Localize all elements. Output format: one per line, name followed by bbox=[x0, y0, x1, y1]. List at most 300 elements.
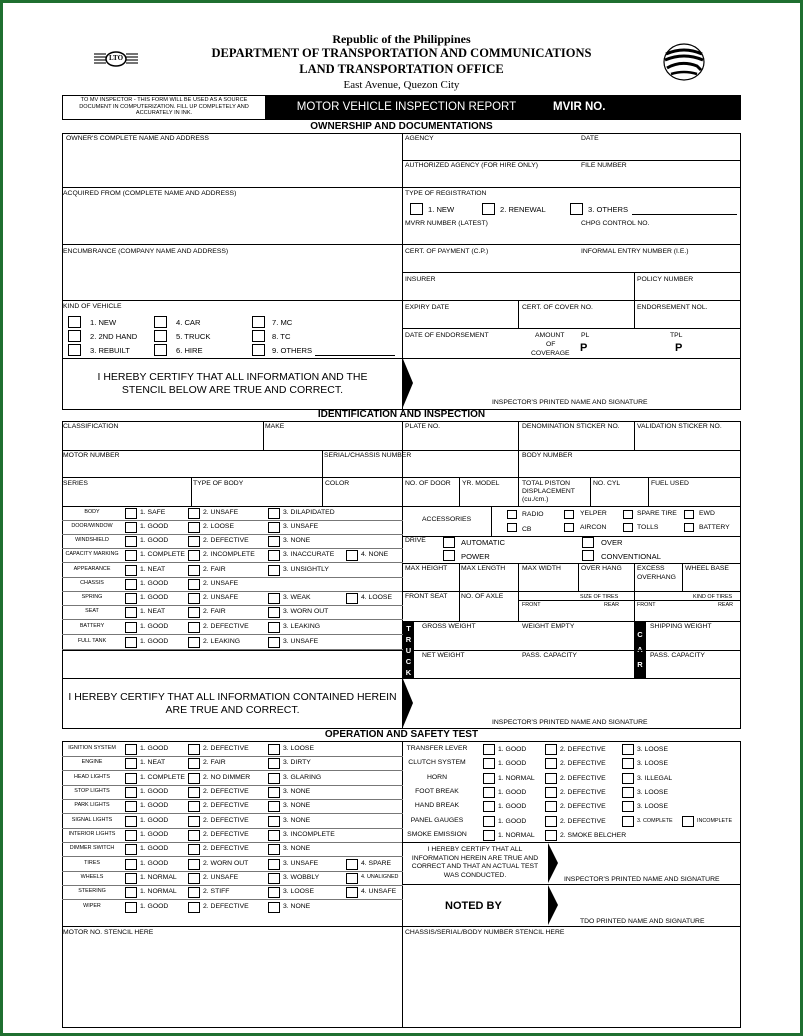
ops-option-label: 1. NEAT bbox=[140, 759, 166, 766]
tire-front-label: FRONT bbox=[522, 602, 541, 608]
ops-row-line bbox=[62, 770, 403, 771]
ops-option-checkbox[interactable] bbox=[188, 801, 200, 812]
ident-option-label: 1. GOOD bbox=[140, 638, 169, 645]
ops-option-label: 3. LOOSE bbox=[283, 888, 314, 895]
front-seat-label: FRONT SEAT bbox=[405, 593, 448, 600]
ident-option-checkbox[interactable] bbox=[188, 565, 200, 576]
ident-option-checkbox[interactable] bbox=[125, 508, 137, 519]
ops-certify-line2: INFORMATION HEREIN ARE TRUE AND bbox=[411, 854, 539, 862]
mvir-label: MVIR NO. bbox=[553, 101, 606, 113]
ops-row-label: SIGNAL LIGHTS bbox=[71, 817, 113, 823]
ops-option-checkbox[interactable] bbox=[125, 873, 137, 884]
form-title: MOTOR VEHICLE INSPECTION REPORT bbox=[296, 101, 517, 113]
ident-option-checkbox[interactable] bbox=[125, 536, 137, 547]
ident-option-checkbox[interactable] bbox=[188, 522, 200, 533]
ops-option-label: 3. LOOSE bbox=[283, 745, 314, 752]
acc-battery-label: BATTERY bbox=[699, 524, 730, 531]
ops-option-label: 2. UNSAFE bbox=[203, 874, 239, 881]
kind-2ndhand-label: 2. 2ND HAND bbox=[90, 332, 138, 341]
ops-option-label: 2. DEFECTIVE bbox=[203, 903, 249, 910]
office-line: LAND TRANSPORTATION OFFICE bbox=[299, 62, 504, 76]
ops-row-line bbox=[62, 785, 403, 786]
ops-option-label: 1. GOOD bbox=[140, 745, 169, 752]
kind-truck-checkbox[interactable] bbox=[154, 330, 167, 342]
cu-cm-label: (cu./cm.) bbox=[522, 496, 549, 503]
mvrr-label: MVRR NUMBER (LATEST) bbox=[405, 220, 488, 227]
acc-radio-checkbox[interactable] bbox=[507, 510, 517, 519]
ident-row-label: CHASSIS bbox=[80, 580, 104, 586]
ops-row-line bbox=[62, 842, 403, 843]
ops-option-checkbox[interactable] bbox=[346, 859, 358, 870]
ops-right-checkbox[interactable] bbox=[682, 816, 694, 827]
ident-row-label: BODY bbox=[84, 509, 100, 515]
inspector-note: TO MV INSPECTOR - THIS FORM WILL BE USED AS A SOURCE DOCUMENT IN COMPUTERIZATION. FILL UP COMPLETELY AND ACCURATELY IN INK. bbox=[79, 97, 249, 117]
ops-right-checkbox[interactable] bbox=[483, 801, 495, 812]
kind-tires-label: KIND OF TIRES bbox=[693, 594, 733, 600]
ownership-arrow bbox=[403, 359, 413, 407]
ops-option-label: 1. GOOD bbox=[140, 845, 169, 852]
kind-car-checkbox[interactable] bbox=[154, 316, 167, 328]
ident-certify bbox=[62, 691, 403, 717]
ops-option-checkbox[interactable] bbox=[188, 844, 200, 855]
ident-option-label: 2. FAIR bbox=[203, 566, 226, 573]
ident-option-label: 2. DEFECTIVE bbox=[203, 623, 249, 630]
ident-option-checkbox[interactable] bbox=[268, 593, 280, 604]
ident-row-label: DOOR/WINDOW bbox=[71, 523, 113, 529]
ops-right-checkbox[interactable] bbox=[622, 801, 634, 812]
max-length-label: MAX LENGTH bbox=[461, 565, 506, 572]
reg-others-checkbox[interactable] bbox=[570, 203, 583, 215]
tpl-p: P bbox=[675, 342, 683, 354]
acc-tolls-label: TOLLS bbox=[637, 524, 659, 531]
agency-label: AGENCY bbox=[405, 135, 434, 142]
ident-option-checkbox[interactable] bbox=[125, 579, 137, 590]
acc-cb-checkbox[interactable] bbox=[507, 523, 517, 532]
ident-option-label: 3. NONE bbox=[283, 537, 311, 544]
republic-line: Republic of the Philippines bbox=[332, 32, 471, 46]
ops-option-label: 2. DEFECTIVE bbox=[203, 831, 249, 838]
ops-option-label: 2. STIFF bbox=[203, 888, 230, 895]
ops-option-checkbox[interactable] bbox=[188, 902, 200, 913]
kind-tc-checkbox[interactable] bbox=[252, 330, 265, 342]
ident-option-label: 3. DILAPIDATED bbox=[283, 509, 335, 516]
ops-option-checkbox[interactable] bbox=[268, 873, 280, 884]
ops-option-label: 2. DEFECTIVE bbox=[203, 788, 249, 795]
ops-right-checkbox[interactable] bbox=[622, 773, 634, 784]
ident-row-line bbox=[62, 577, 403, 578]
ident-option-label: 4. NONE bbox=[361, 551, 389, 558]
ident-option-label: 1. GOOD bbox=[140, 537, 169, 544]
ident-option-checkbox[interactable] bbox=[125, 593, 137, 604]
drive-over-label: OVER bbox=[601, 538, 623, 547]
ops-right-checkbox[interactable] bbox=[622, 744, 634, 755]
ops-option-label: 3. INCOMPLETE bbox=[283, 831, 335, 838]
ownership-certify bbox=[62, 371, 403, 397]
ops-option-checkbox[interactable] bbox=[188, 830, 200, 841]
max-height-label: MAX HEIGHT bbox=[405, 565, 448, 572]
reg-renewal-checkbox[interactable] bbox=[482, 203, 495, 215]
tpl-label: TPL bbox=[670, 332, 683, 339]
reg-new-label: 1. NEW bbox=[428, 205, 455, 214]
ident-option-checkbox[interactable] bbox=[268, 622, 280, 633]
tire-rear-label: REAR bbox=[604, 602, 619, 608]
ident-inspector-sig: INSPECTOR'S PRINTED NAME AND SIGNATURE bbox=[492, 719, 648, 726]
ident-option-checkbox[interactable] bbox=[188, 508, 200, 519]
ops-option-checkbox[interactable] bbox=[188, 887, 200, 898]
ops-right-checkbox[interactable] bbox=[483, 830, 495, 841]
ops-option-label: 4. UNALIGNED bbox=[361, 874, 399, 880]
acc-yelper-checkbox[interactable] bbox=[564, 510, 574, 519]
ops-right-checkbox[interactable] bbox=[622, 758, 634, 769]
kind-rebuilt-checkbox[interactable] bbox=[68, 344, 81, 356]
ops-row-line bbox=[62, 856, 403, 857]
ident-option-checkbox[interactable] bbox=[268, 607, 280, 618]
ident-option-checkbox[interactable] bbox=[268, 637, 280, 648]
ops-right-option-label: 2. DEFECTIVE bbox=[560, 746, 606, 753]
ident-row-label: SEAT bbox=[85, 608, 99, 614]
ops-right-option-label: 3. LOOSE bbox=[637, 789, 668, 796]
drive-over-checkbox[interactable] bbox=[582, 537, 594, 548]
drive-power-checkbox[interactable] bbox=[443, 550, 455, 561]
ident-option-checkbox[interactable] bbox=[125, 522, 137, 533]
ops-option-checkbox[interactable] bbox=[125, 744, 137, 755]
ident-option-label: 1. SAFE bbox=[140, 509, 166, 516]
net-weight-label: NET WEIGHT bbox=[422, 652, 465, 659]
ident-option-checkbox[interactable] bbox=[188, 637, 200, 648]
acc-aircon-checkbox[interactable] bbox=[564, 523, 574, 532]
ident-certify-line1: I HEREBY CERTIFY THAT ALL INFORMATION CONTAINED HEREIN bbox=[68, 691, 397, 703]
ops-option-checkbox[interactable] bbox=[268, 887, 280, 898]
ident-row-line bbox=[62, 548, 403, 549]
acc-ewd-label: EWD bbox=[699, 510, 715, 517]
max-width-label: MAX WIDTH bbox=[522, 565, 561, 572]
chpg-label: CHPG CONTROL NO. bbox=[581, 220, 650, 227]
ops-row-line bbox=[62, 813, 403, 814]
no-axle-label: NO. OF AXLE bbox=[461, 593, 504, 600]
ops-right-checkbox[interactable] bbox=[545, 801, 557, 812]
ops-right-label: PANEL GAUGES bbox=[410, 817, 464, 824]
acquired-label: ACQUIRED FROM (COMPLETE NAME AND ADDRESS) bbox=[63, 190, 237, 197]
ops-right-option-label: 1. GOOD bbox=[498, 818, 527, 825]
ops-right-option-label: 2. DEFECTIVE bbox=[560, 760, 606, 767]
kind-mc-checkbox[interactable] bbox=[252, 316, 265, 328]
ops-right-checkbox[interactable] bbox=[483, 816, 495, 827]
type-body-label: TYPE OF BODY bbox=[193, 480, 244, 487]
truck-letters bbox=[403, 623, 414, 678]
kind-others-checkbox[interactable] bbox=[252, 344, 265, 356]
displacement-label: DISPLACEMENT bbox=[522, 488, 575, 495]
ident-option-checkbox[interactable] bbox=[125, 550, 137, 561]
ident-option-label: 1. NEAT bbox=[140, 608, 166, 615]
ops-right-checkbox[interactable] bbox=[622, 787, 634, 798]
ops-right-checkbox[interactable] bbox=[545, 830, 557, 841]
ops-option-label: 2. WORN OUT bbox=[203, 860, 249, 867]
ops-certify-line3: CORRECT AND THAT AN ACTUAL TEST bbox=[411, 863, 539, 871]
shipping-weight-label: SHIPPING WEIGHT bbox=[650, 623, 712, 630]
ident-option-label: 3. LEAKING bbox=[283, 623, 321, 630]
cert-payment-label: CERT. OF PAYMENT (C.P.) bbox=[405, 248, 489, 255]
ops-row-line bbox=[62, 871, 403, 872]
ops-option-checkbox[interactable] bbox=[346, 873, 358, 884]
ident-row-label: CAPACITY MARKING bbox=[65, 551, 119, 557]
ops-right-option-label: 1. GOOD bbox=[498, 803, 527, 810]
acc-aircon-label: AIRCON bbox=[580, 524, 607, 531]
ops-option-label: 3. NONE bbox=[283, 802, 311, 809]
ownership-certify-line1: I HEREBY CERTIFY THAT ALL INFORMATION AND THE bbox=[97, 371, 368, 383]
ident-option-label: 3. INACCURATE bbox=[283, 551, 335, 558]
truck-t: T bbox=[406, 624, 411, 633]
ops-right-label: FOOT BREAK bbox=[415, 788, 459, 795]
ops-right-option-label: 3. LOOSE bbox=[637, 760, 668, 767]
cyl-label: NO. CYL bbox=[593, 480, 621, 487]
accessories-label: ACCESSORIES bbox=[422, 516, 472, 523]
chassis-stencil-label: CHASSIS/SERIAL/BODY NUMBER STENCIL HERE bbox=[405, 929, 565, 936]
pass-capacity-truck-label: PASS. CAPACITY bbox=[522, 652, 577, 659]
ident-option-checkbox[interactable] bbox=[125, 637, 137, 648]
ident-option-checkbox[interactable] bbox=[188, 593, 200, 604]
ident-option-checkbox[interactable] bbox=[188, 550, 200, 561]
kind-hire-checkbox[interactable] bbox=[154, 344, 167, 356]
ops-option-checkbox[interactable] bbox=[125, 902, 137, 913]
kind-tc-label: 8. TC bbox=[272, 332, 291, 341]
fuel-label: FUEL USED bbox=[651, 480, 689, 487]
ident-row-label: BATTERY bbox=[79, 623, 105, 629]
ops-option-checkbox[interactable] bbox=[125, 844, 137, 855]
kind-car-label: 4. CAR bbox=[176, 318, 201, 327]
kind-others-label: 9. OTHERS bbox=[272, 346, 313, 355]
ops-right-checkbox[interactable] bbox=[545, 787, 557, 798]
kind-front-label: FRONT bbox=[637, 602, 656, 608]
date-label: DATE bbox=[581, 135, 599, 142]
ownership-certify-line2: STENCIL BELOW ARE TRUE AND CORRECT. bbox=[121, 384, 344, 396]
ops-right-option-label: 1. GOOD bbox=[498, 746, 527, 753]
reg-others-label: 3. OTHERS bbox=[588, 205, 629, 214]
ident-option-checkbox[interactable] bbox=[268, 565, 280, 576]
informal-label: INFORMAL ENTRY NUMBER (I.E.) bbox=[581, 248, 689, 255]
kind-truck-label: 5. TRUCK bbox=[176, 332, 211, 341]
ops-option-label: 1. GOOD bbox=[140, 903, 169, 910]
ident-row-line bbox=[62, 534, 403, 535]
ops-option-checkbox[interactable] bbox=[268, 830, 280, 841]
ops-row-label: STOP LIGHTS bbox=[74, 788, 110, 794]
ident-option-label: 3. UNSAFE bbox=[283, 638, 319, 645]
make-label: MAKE bbox=[265, 423, 285, 430]
ident-option-checkbox[interactable] bbox=[268, 550, 280, 561]
ops-option-checkbox[interactable] bbox=[125, 859, 137, 870]
ident-option-checkbox[interactable] bbox=[188, 622, 200, 633]
ops-right-option-label: 2. DEFECTIVE bbox=[560, 789, 606, 796]
ident-option-checkbox[interactable] bbox=[125, 607, 137, 618]
ops-right-option-label: 3. ILLEGAL bbox=[637, 775, 673, 782]
ident-option-label: 2. DEFECTIVE bbox=[203, 537, 249, 544]
ops-option-label: 1. GOOD bbox=[140, 788, 169, 795]
ops-row-label: HEAD LIGHTS bbox=[74, 774, 110, 780]
ident-option-label: 4. LOOSE bbox=[361, 594, 392, 601]
ops-option-checkbox[interactable] bbox=[268, 844, 280, 855]
ops-right-label: TRANSFER LEVER bbox=[406, 745, 468, 752]
gross-weight-label: GROSS WEIGHT bbox=[422, 623, 476, 630]
drive-automatic-label: AUTOMATIC bbox=[461, 538, 506, 547]
color-label: COLOR bbox=[325, 480, 350, 487]
tdo-sig: TDO PRINTED NAME AND SIGNATURE bbox=[580, 918, 705, 925]
ident-row-label: FULL TANK bbox=[77, 638, 107, 644]
ident-option-checkbox[interactable] bbox=[188, 579, 200, 590]
coverage-label: COVERAGE bbox=[531, 350, 570, 357]
seal-text: LTO bbox=[109, 54, 124, 62]
ops-option-checkbox[interactable] bbox=[188, 873, 200, 884]
ident-option-label: 2. UNSAFE bbox=[203, 580, 239, 587]
ops-option-label: 4. SPARE bbox=[361, 860, 392, 867]
ops-option-checkbox[interactable] bbox=[188, 758, 200, 769]
car-c: C bbox=[637, 630, 643, 639]
ops-inspector-sig: INSPECTOR'S PRINTED NAME AND SIGNATURE bbox=[564, 876, 720, 883]
wheel-base-label: WHEEL BASE bbox=[685, 565, 729, 572]
ident-option-label: 2. LEAKING bbox=[203, 638, 241, 645]
ops-right-option-label: 1. NORMAL bbox=[498, 832, 535, 839]
ops-right-checkbox[interactable] bbox=[545, 816, 557, 827]
ops-option-checkbox[interactable] bbox=[268, 773, 280, 784]
ops-option-label: 1. NORMAL bbox=[140, 888, 177, 895]
ops-option-checkbox[interactable] bbox=[268, 859, 280, 870]
ops-option-checkbox[interactable] bbox=[268, 744, 280, 755]
ops-option-checkbox[interactable] bbox=[125, 773, 137, 784]
ops-row-label: TIRES bbox=[84, 860, 100, 866]
ops-option-label: 1. GOOD bbox=[140, 831, 169, 838]
amount-of-label: OF bbox=[546, 341, 556, 348]
ops-option-checkbox[interactable] bbox=[188, 787, 200, 798]
piston-label: TOTAL PISTON bbox=[522, 480, 571, 487]
ops-option-label: 1. COMPLETE bbox=[140, 774, 185, 781]
ident-option-checkbox[interactable] bbox=[268, 508, 280, 519]
owner-label: OWNER'S COMPLETE NAME AND ADDRESS bbox=[66, 135, 209, 142]
kind-new-checkbox[interactable] bbox=[68, 316, 81, 328]
ident-row-line bbox=[62, 591, 403, 592]
file-number-label: FILE NUMBER bbox=[581, 162, 627, 169]
ops-right-checkbox[interactable] bbox=[545, 773, 557, 784]
drive-automatic-checkbox[interactable] bbox=[443, 537, 455, 548]
ops-arrow bbox=[548, 843, 558, 883]
ops-option-checkbox[interactable] bbox=[125, 758, 137, 769]
ops-right-option-label: 2. DEFECTIVE bbox=[560, 775, 606, 782]
pl-label: PL bbox=[581, 332, 590, 339]
ops-option-checkbox[interactable] bbox=[188, 816, 200, 827]
acc-spare-checkbox[interactable] bbox=[623, 510, 633, 519]
ops-option-checkbox[interactable] bbox=[125, 801, 137, 812]
ops-row-label: WIPER bbox=[83, 903, 101, 909]
ident-option-checkbox[interactable] bbox=[268, 522, 280, 533]
ops-option-label: 2. FAIR bbox=[203, 759, 226, 766]
ops-option-checkbox[interactable] bbox=[188, 773, 200, 784]
ops-row-label: WHEELS bbox=[80, 874, 104, 880]
drive-conventional-checkbox[interactable] bbox=[582, 550, 594, 561]
ident-option-label: 3. WEAK bbox=[283, 594, 311, 601]
ident-option-label: 1. GOOD bbox=[140, 623, 169, 630]
ops-row-label: INTERIOR LIGHTS bbox=[68, 831, 116, 837]
ops-option-label: 3. WOBBLY bbox=[283, 874, 320, 881]
ops-option-label: 1. GOOD bbox=[140, 817, 169, 824]
ident-row-label: APPEARANCE bbox=[73, 566, 111, 572]
ops-option-checkbox[interactable] bbox=[268, 758, 280, 769]
ops-right-checkbox[interactable] bbox=[483, 773, 495, 784]
ops-option-checkbox[interactable] bbox=[125, 887, 137, 898]
truck-u: U bbox=[405, 646, 412, 655]
ops-option-label: 2. DEFECTIVE bbox=[203, 817, 249, 824]
reg-new-checkbox[interactable] bbox=[410, 203, 423, 215]
ident-option-checkbox[interactable] bbox=[346, 593, 358, 604]
ops-option-label: 2. NO DIMMER bbox=[203, 774, 251, 781]
ops-right-checkbox[interactable] bbox=[622, 816, 634, 827]
ident-option-checkbox[interactable] bbox=[188, 607, 200, 618]
ops-option-label: 2. DEFECTIVE bbox=[203, 802, 249, 809]
ops-option-checkbox[interactable] bbox=[125, 816, 137, 827]
ops-option-checkbox[interactable] bbox=[125, 830, 137, 841]
yr-model-label: YR. MODEL bbox=[462, 480, 500, 487]
kind-2ndhand-checkbox[interactable] bbox=[68, 330, 81, 342]
kind-vehicle-label: KIND OF VEHICLE bbox=[63, 303, 122, 310]
auth-agency-label: AUTHORIZED AGENCY (FOR HIRE ONLY) bbox=[405, 162, 539, 169]
ops-option-label: 2. DEFECTIVE bbox=[203, 745, 249, 752]
operation-heading: OPERATION AND SAFETY TEST bbox=[324, 729, 479, 740]
ops-option-label: 1. GOOD bbox=[140, 860, 169, 867]
ops-right-checkbox[interactable] bbox=[483, 758, 495, 769]
policy-label: POLICY NUMBER bbox=[637, 276, 694, 283]
ops-right-checkbox[interactable] bbox=[545, 744, 557, 755]
truck-c: C bbox=[405, 657, 412, 666]
ident-row-label: SPRING bbox=[81, 594, 103, 600]
ident-option-checkbox[interactable] bbox=[125, 565, 137, 576]
address-line: East Avenue, Quezon City bbox=[343, 79, 460, 91]
ops-option-checkbox[interactable] bbox=[268, 902, 280, 913]
ident-option-checkbox[interactable] bbox=[125, 622, 137, 633]
ops-right-checkbox[interactable] bbox=[483, 744, 495, 755]
ops-option-checkbox[interactable] bbox=[268, 816, 280, 827]
ops-option-checkbox[interactable] bbox=[346, 887, 358, 898]
ops-option-label: 3. NONE bbox=[283, 903, 311, 910]
classification-label: CLASSIFICATION bbox=[63, 423, 119, 430]
ops-row-label: PARK LIGHTS bbox=[74, 802, 110, 808]
acc-yelper-label: YELPER bbox=[580, 510, 607, 517]
acc-battery-checkbox[interactable] bbox=[684, 523, 694, 532]
ops-option-checkbox[interactable] bbox=[188, 744, 200, 755]
pl-p: P bbox=[580, 342, 588, 354]
ident-option-label: 2. LOOSE bbox=[203, 523, 234, 530]
no-door-label: NO. OF DOOR bbox=[405, 480, 451, 487]
ops-option-checkbox[interactable] bbox=[125, 787, 137, 798]
ident-option-checkbox[interactable] bbox=[268, 536, 280, 547]
ident-certify-line2: ARE TRUE AND CORRECT. bbox=[165, 704, 300, 716]
ident-option-checkbox[interactable] bbox=[188, 536, 200, 547]
drive-conventional-label: CONVENTIONAL bbox=[601, 552, 661, 561]
ops-option-checkbox[interactable] bbox=[268, 801, 280, 812]
ops-option-checkbox[interactable] bbox=[188, 859, 200, 870]
weight-empty-label: WEIGHT EMPTY bbox=[522, 623, 575, 630]
ops-right-label: CLUTCH SYSTEM bbox=[408, 759, 466, 766]
ops-right-checkbox[interactable] bbox=[545, 758, 557, 769]
ident-option-checkbox[interactable] bbox=[346, 550, 358, 561]
overhang-label: OVERHANG bbox=[637, 574, 676, 581]
truck-k: K bbox=[405, 668, 412, 677]
validation-label: VALIDATION STICKER NO. bbox=[637, 423, 722, 430]
ops-right-label: HORN bbox=[426, 774, 447, 781]
ops-row-line bbox=[62, 885, 403, 886]
expiry-label: EXPIRY DATE bbox=[405, 304, 450, 311]
acc-tolls-checkbox[interactable] bbox=[623, 523, 633, 532]
ops-right-checkbox[interactable] bbox=[483, 787, 495, 798]
acc-ewd-checkbox[interactable] bbox=[684, 510, 694, 519]
ops-option-checkbox[interactable] bbox=[268, 787, 280, 798]
ownership-heading: OWNERSHIP AND DOCUMENTATIONS bbox=[310, 121, 493, 132]
ops-right-label: HAND BREAK bbox=[414, 802, 460, 809]
